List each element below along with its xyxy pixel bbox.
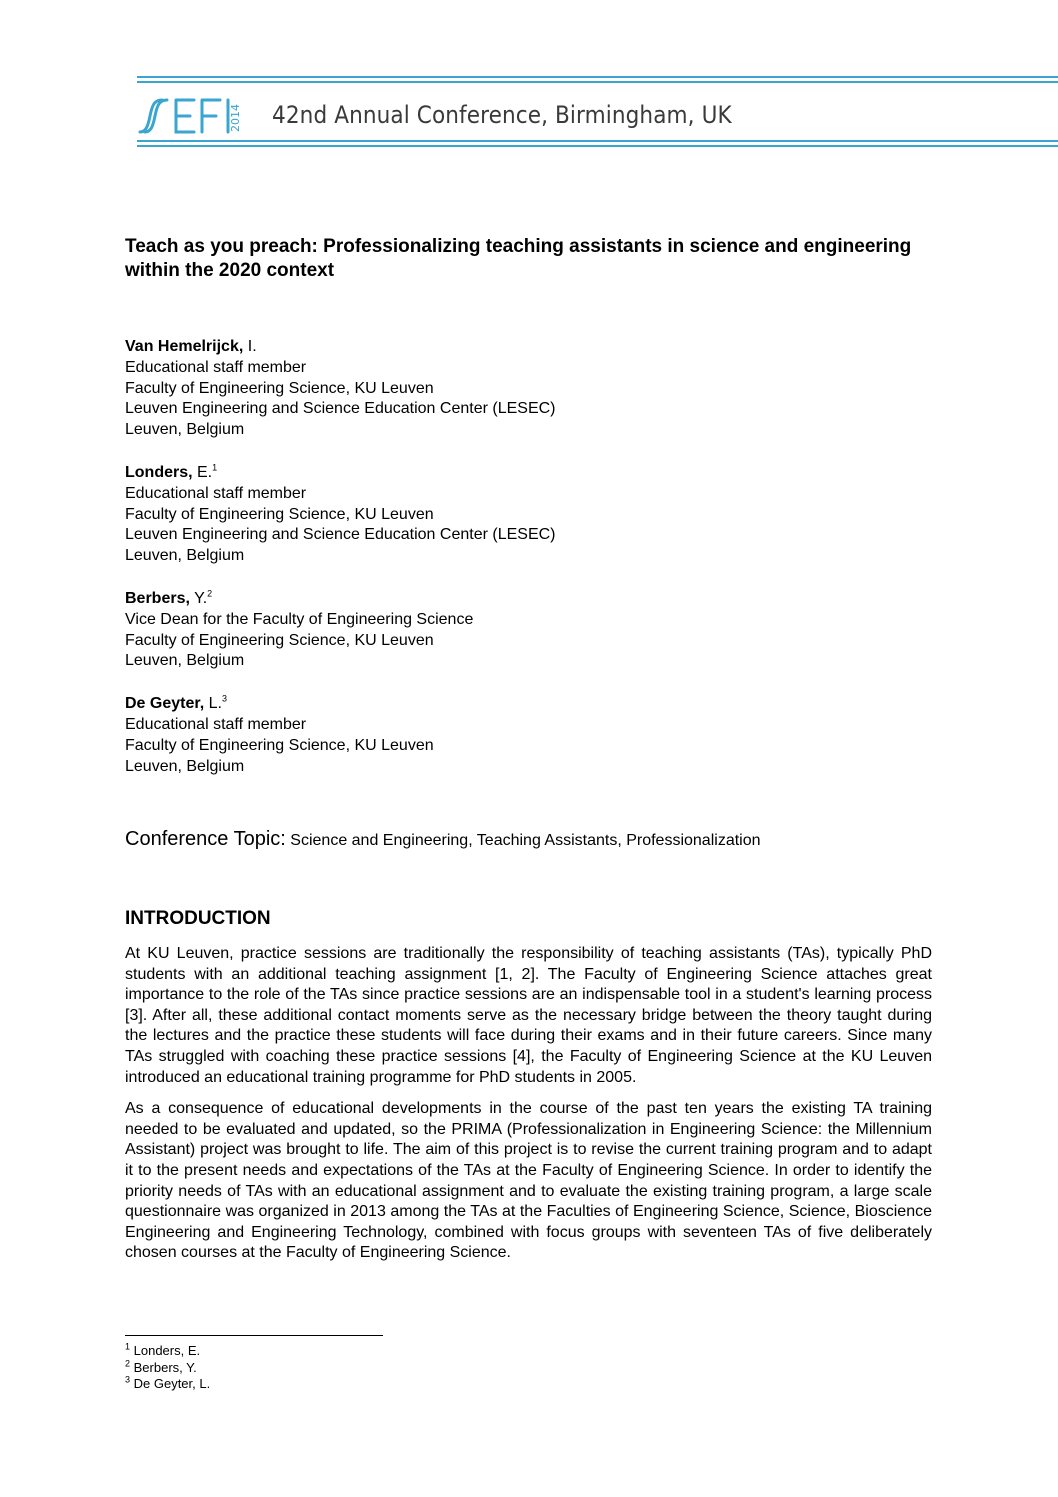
author-block: [125, 337, 825, 441]
header-rule-bottom: [137, 140, 1058, 150]
sefi-logo: [136, 96, 260, 136]
author-block: [125, 589, 825, 672]
affiliation-line: Faculty of Engineering Science, KU Leuven: [125, 631, 434, 649]
footnote-text: De Geyter, L.: [130, 1376, 211, 1391]
topic-value: Science and Engineering, Teaching Assistants, Professionalization: [285, 832, 761, 849]
author-block: [125, 694, 825, 777]
introduction-body: [125, 944, 932, 1275]
author-initial: Y.: [189, 589, 208, 607]
footnote-number: 3: [125, 1374, 131, 1385]
footnote-number: 1: [125, 1341, 131, 1352]
author-initial: E.: [192, 463, 213, 481]
footnote-rule: [125, 1335, 383, 1336]
affiliation-line: Faculty of Engineering Science, KU Leuven: [125, 736, 434, 754]
affiliation-line: Educational staff member: [125, 484, 307, 502]
footnote-mark[interactable]: 2: [207, 588, 213, 599]
author-list: [125, 337, 825, 799]
author-surname: Van Hemelrijck,: [125, 338, 244, 355]
svg-text:2014: 2014: [229, 104, 242, 132]
author-initial: L.: [204, 695, 222, 713]
footnote-text: Berbers, Y.: [130, 1359, 197, 1375]
conference-title: 42nd Annual Conference, Birmingham, UK: [272, 101, 732, 129]
affiliation-line: Leuven Engineering and Science Education Center (LESEC): [125, 400, 556, 418]
affiliation-line: Leuven, Belgium: [125, 652, 245, 670]
author-surname: Berbers,: [125, 589, 190, 607]
header-rule-top: [137, 76, 1058, 86]
footnote-text: Londers, E.: [130, 1343, 201, 1358]
footnote-number: 2: [125, 1358, 131, 1369]
footnote-mark[interactable]: 3: [221, 693, 227, 704]
footnote: [125, 1343, 210, 1360]
footnote: [125, 1360, 210, 1377]
section-heading: INTRODUCTION: [125, 908, 271, 929]
affiliation-line: Faculty of Engineering Science, KU Leuven: [125, 505, 434, 523]
affiliation-line: Leuven, Belgium: [125, 757, 245, 775]
affiliation-line: Leuven, Belgium: [125, 547, 245, 565]
author-surname: Londers,: [125, 463, 193, 481]
affiliation-line: Educational staff member: [125, 358, 307, 376]
author-initial: I.: [243, 338, 257, 355]
paper-title: Teach as you preach: Professionalizing teaching assistants in science and engineering within the 2020 context: [125, 236, 912, 281]
footnote: [125, 1376, 210, 1393]
footnote-mark[interactable]: 1: [212, 462, 218, 473]
topic-label: Conference Topic:: [125, 828, 286, 850]
affiliation-line: Leuven, Belgium: [125, 421, 245, 439]
footnotes: [125, 1343, 210, 1393]
author-surname: De Geyter,: [125, 695, 205, 713]
paragraph: As a consequence of educational developments in the course of the past ten years the existing TA training needed to be evaluated and updated, so the PRIMA (Professionalization in Engineering Science: the Millennium Assistant) project was brought to life. The aim of this project is to revise the current training program and to adapt it to the present needs and expectations of the TAs at the Faculty of Engineering Science. In order to identify the priority needs of TAs with an educational assignment and to evaluate the existing training program, a large scale questionnaire was organized in 2013 among the TAs at the Faculties of Engineering Science, Science, Bioscience Engineering and Engineering Technology, combined with focus groups with seventeen TAs of five deliberately chosen courses at the Faculty of Engineering Science.: [125, 1100, 932, 1262]
paragraph: At KU Leuven, practice sessions are traditionally the responsibility of teaching assistants (TAs), typically PhD students with an additional teaching assignment [1, 2]. The Faculty of Engineering Science attaches great importance to the role of the TAs since practice sessions are an indispensable tool in a student's learning process [3]. After all, these additional contact moments serve as the necessary bridge between the theory taught during the lectures and the practice these students will face during their exams and in their future careers. Since many TAs struggled with coaching these practice sessions [4], the Faculty of Engineering Science at the KU Leuven introduced an educational training programme for PhD students in 2005.: [125, 945, 932, 1086]
affiliation-line: Educational staff member: [125, 715, 307, 733]
affiliation-line: Vice Dean for the Faculty of Engineering Science: [125, 610, 474, 628]
affiliation-line: Leuven Engineering and Science Education Center (LESEC): [125, 526, 556, 544]
conference-topic: [125, 828, 761, 851]
affiliation-line: Faculty of Engineering Science, KU Leuven: [125, 379, 434, 397]
author-block: [125, 463, 825, 567]
